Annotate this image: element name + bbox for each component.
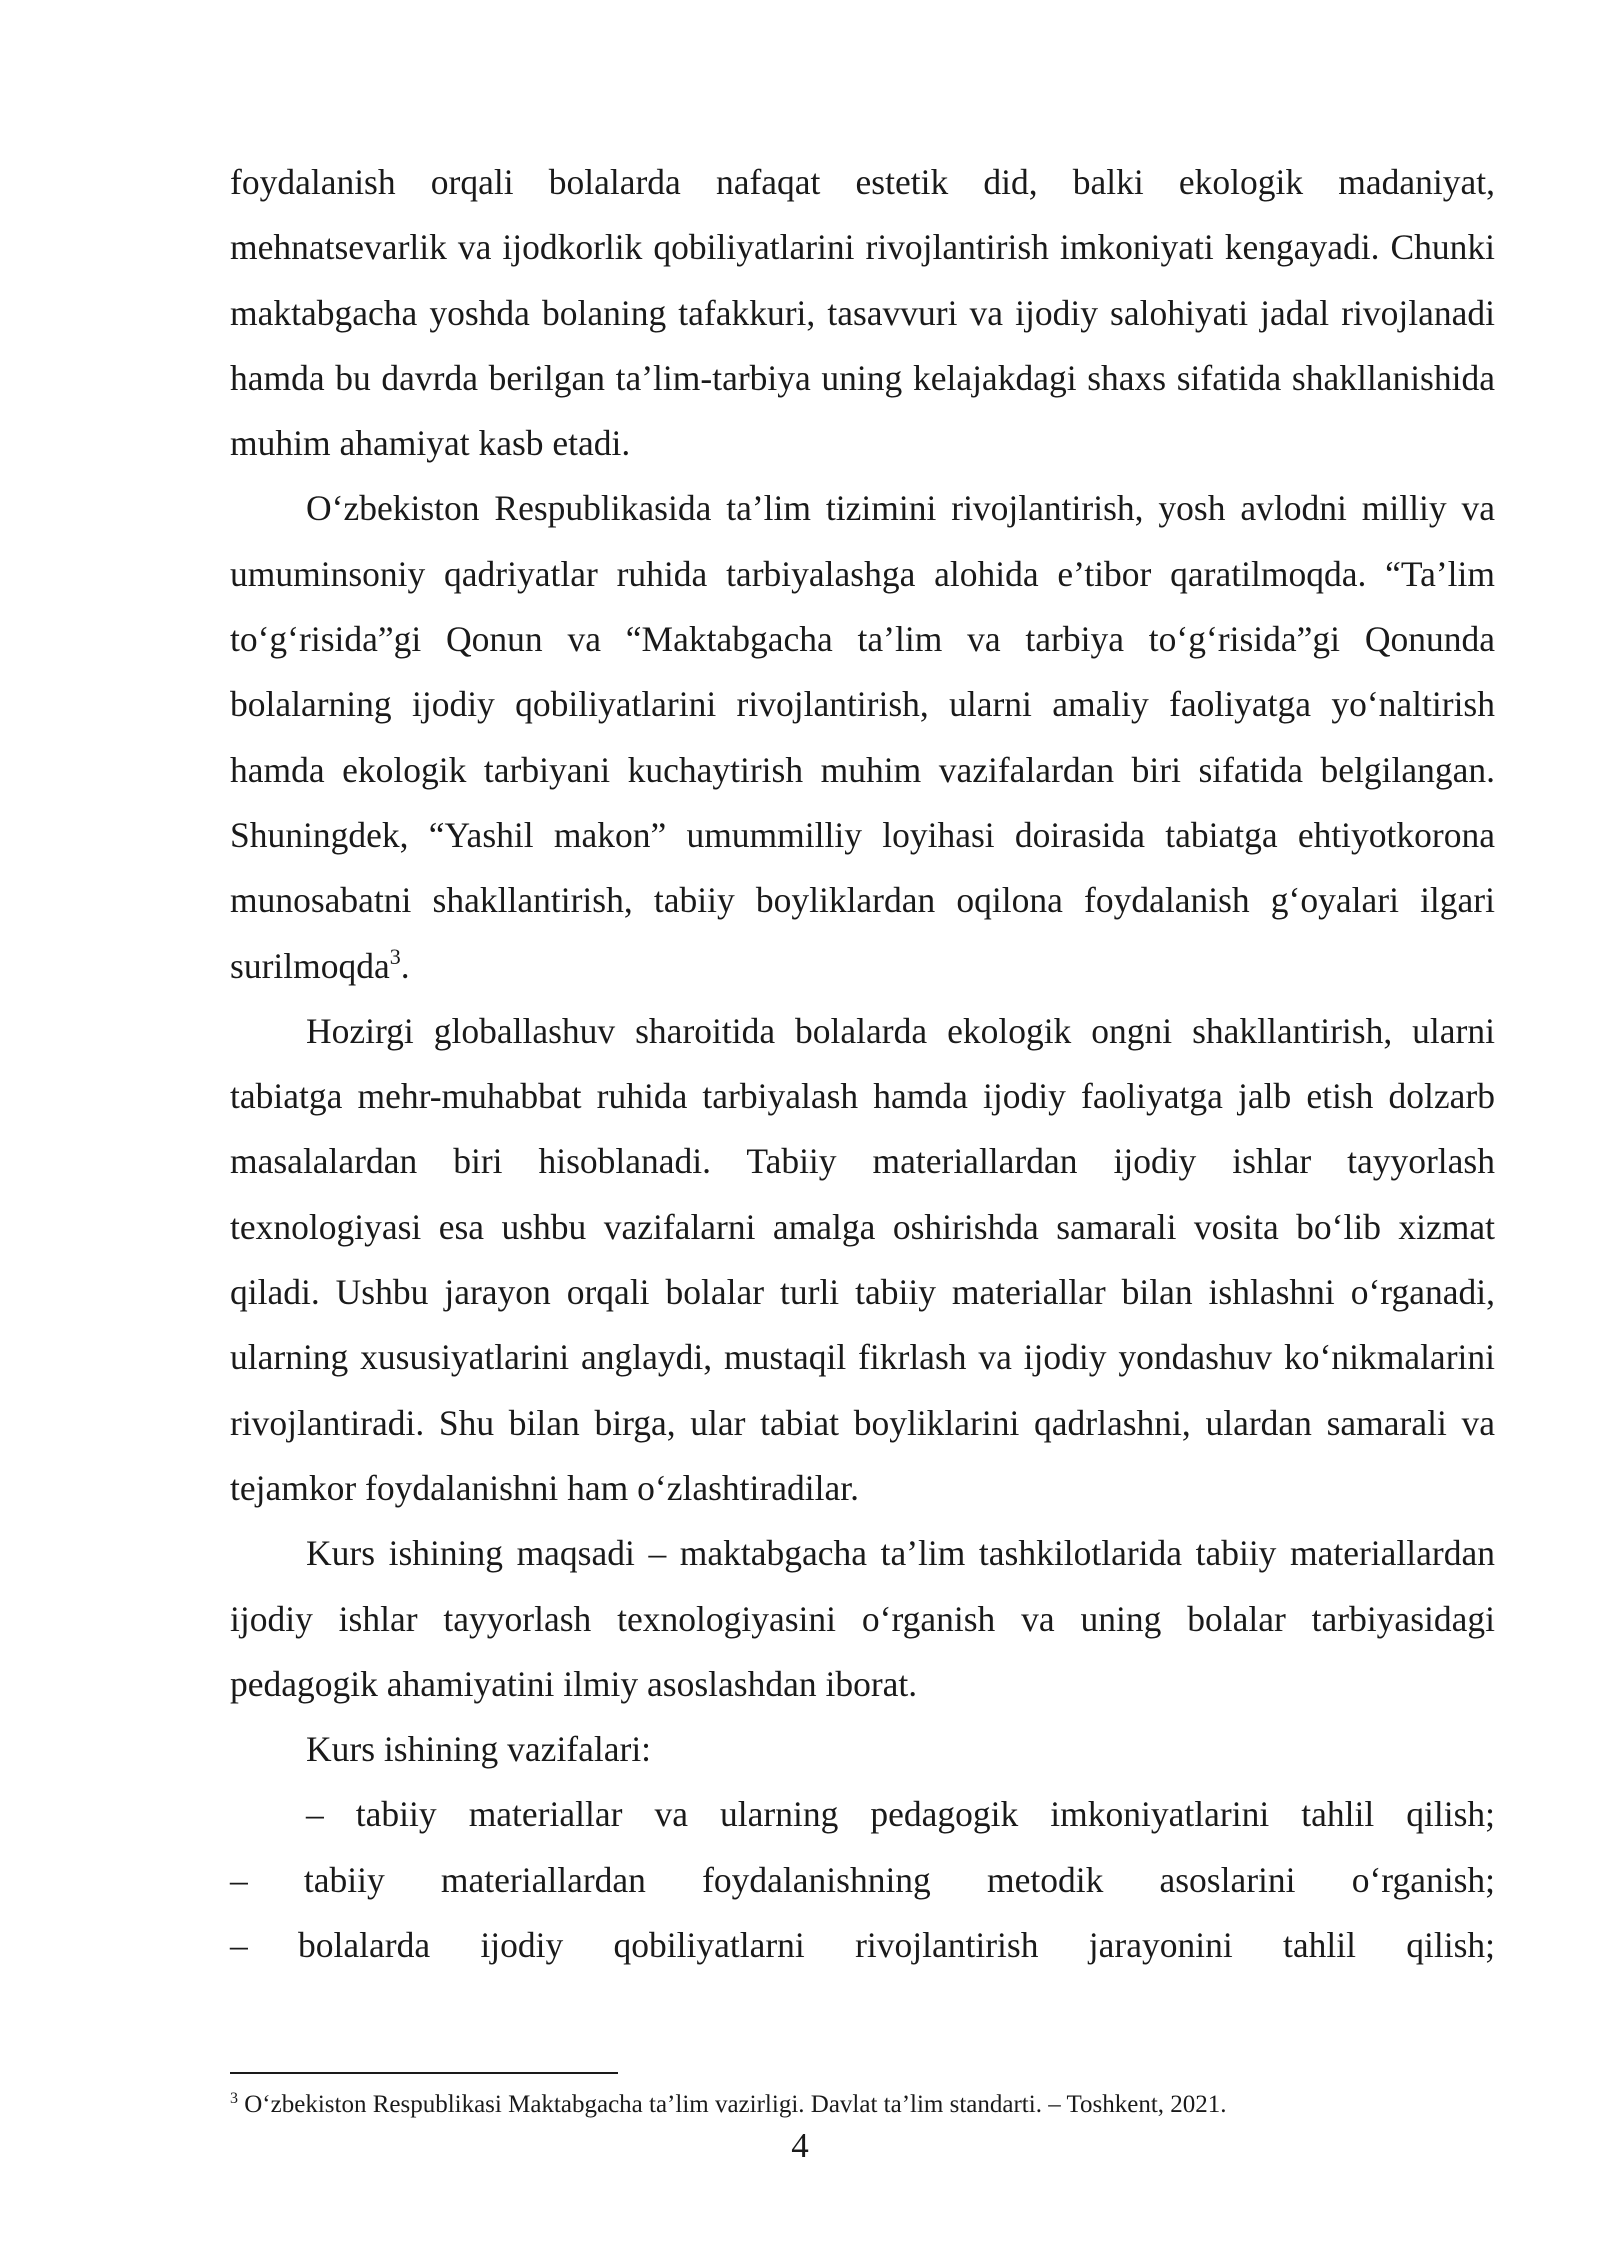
footnote-number: 3 xyxy=(230,2090,238,2107)
page-number: 4 xyxy=(791,2126,809,2165)
paragraph-continuation: foydalanish orqali bolalarda nafaqat estetik did, balki ekologik madaniyat, mehnatsevarlik va ijodkorlik qobiliyatlarini rivojlantirish imkoniyati kengayadi. Chunki maktabgacha yoshda bolaning tafakkuri, tasavvuri va ijodiy salohiyati jadal rivojlanadi hamda bu davrda berilgan ta’lim-tarbiya uning kelajakdagi shaxs sifatida shakllanishida muhim ahamiyat kasb etadi. xyxy=(230,162,1495,464)
paragraph-course-goal: Kurs ishining maqsadi – maktabgacha ta’lim tashkilotlarida tabiiy materiallardan ijodiy ishlar tayyorlash texnologiyasini o‘rganish va uning bolalar tarbiyasidagi pedagogik ahamiyatini ilmiy asoslashdan iborat. xyxy=(230,1533,1495,1704)
paragraph-legislation-tail: . xyxy=(400,945,410,986)
paragraph-globalization: Hozirgi globallashuv sharoitida bolalarda ekologik ongni shakllantirish, ularni tabiatga mehr-muhabbat ruhida tarbiyalash hamda ijodiy faoliyatga jalb etish dolzarb masalalardan biri hisoblanadi. Tabiiy materiallardan ijodiy ishlar tayyorlash texnologiyasi esa ushbu vazifalarni amalga oshirishda samarali vosita bo‘lib xizmat qiladi. Ushbu jarayon orqali bolalar turli tabiiy materiallar bilan ishlashni o‘rganadi, ularning xususiyatlarini anglaydi, mustaqil fikrlash va ijodiy yondashuv ko‘nikmalarini rivojlantiradi. Shu bilan birga, ular tabiat boyliklarini qadrlashni, ulardan samarali va tejamkor foydalanishni ham o‘zlashtiradilar. xyxy=(230,1010,1495,1508)
footnote-separator xyxy=(230,2072,618,2074)
footnote-reference[interactable]: 3 xyxy=(389,943,401,969)
paragraph-legislation-text: O‘zbekiston Respublikasida ta’lim tizimini rivojlantirish, yosh avlodni milliy va umuminsoniy qadriyatlar ruhida tarbiyalashga alohida e’tibor qaratilmoqda. “Ta’lim to‘g‘risida”gi Qonun va “Maktabgacha ta’lim va tarbiya to‘g‘risida”gi Qonunda bolalarning ijodiy qobiliyatlarini rivojlantirish, ularni amaliy faoliyatga yo‘naltirish hamda ekologik tarbiyani kuchaytirish muhim vazifalardan biri sifatida belgilangan. Shuningdek, “Yashil makon” umummilliy loyihasi doirasida tabiatga ehtiyotkorona munosabatni shakllantirish, tabiiy boyliklardan oqilona foydalanish g‘oyalari ilgari surilmoqda xyxy=(230,488,1495,986)
body-text xyxy=(230,150,1495,1978)
task-list-item: – bolalarda ijodiy qobiliyatlarni rivojlantirish jarayonini tahlil qilish; xyxy=(230,1925,1495,1966)
footnote-text: O‘zbekiston Respublikasi Maktabgacha ta’lim vazirligi. Davlat ta’lim standarti. – Toshkent, 2021. xyxy=(244,2091,1227,2118)
task-list-item: – tabiiy materiallar va ularning pedagogik imkoniyatlarini tahlil qilish; xyxy=(306,1794,1495,1835)
paragraph-legislation xyxy=(230,476,1495,998)
paragraph-tasks-heading: Kurs ishining vazifalari: xyxy=(306,1729,652,1770)
task-list xyxy=(230,1782,1495,1978)
footnote xyxy=(230,2087,1495,2123)
task-list-item: – tabiiy materiallardan foydalanishning metodik asoslarini o‘rganish; xyxy=(230,1859,1495,1900)
